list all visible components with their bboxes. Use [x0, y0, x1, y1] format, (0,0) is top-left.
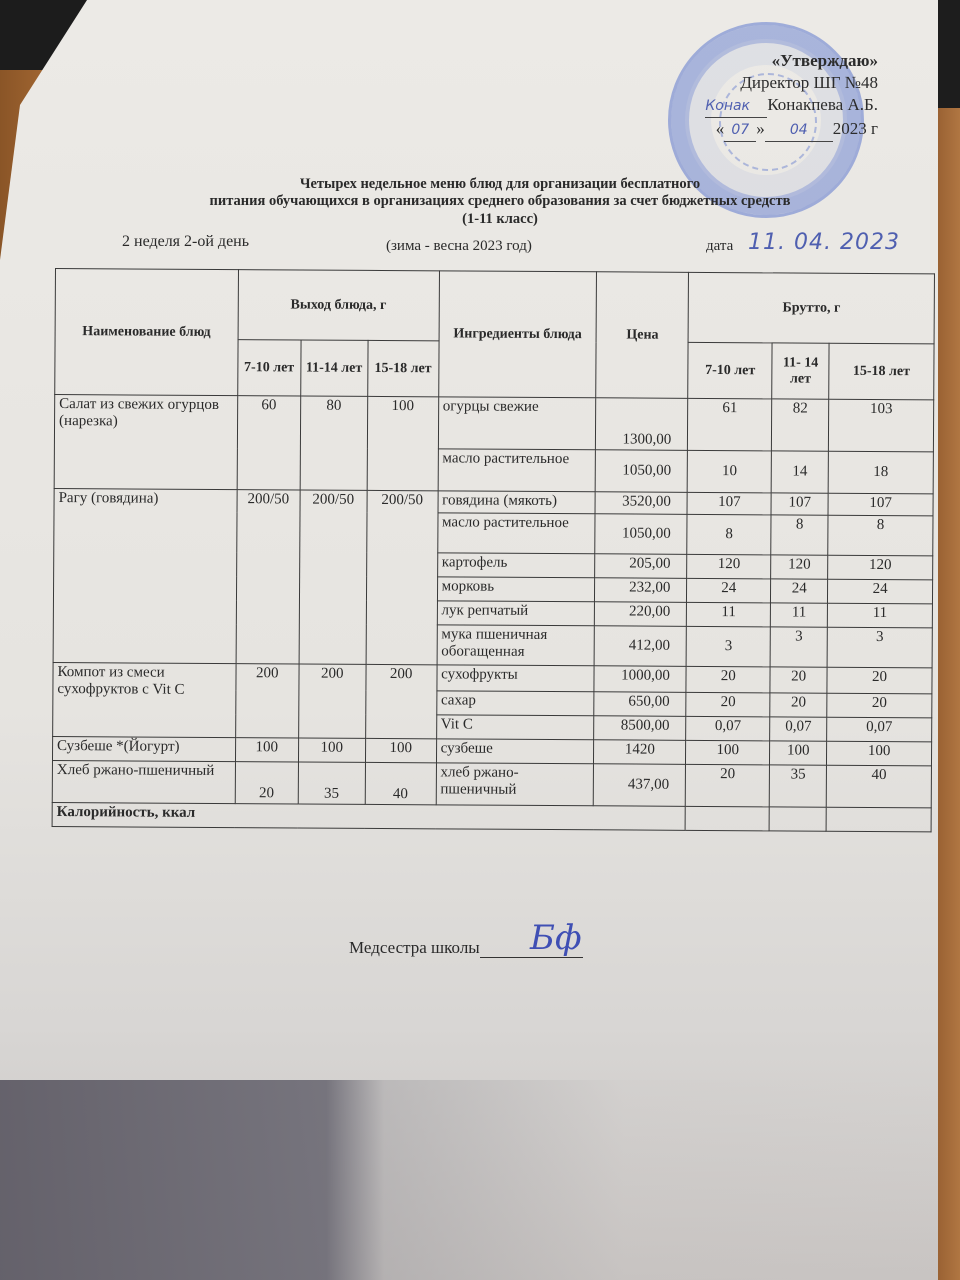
ingredient-name: мука пшеничная обогащенная	[437, 625, 595, 666]
photo-shadow	[0, 1080, 960, 1280]
dish-name: Компот из смеси сухофруктов с Vit C	[53, 662, 236, 737]
ingredient-price: 3520,00	[595, 492, 687, 515]
yield-11-14: 200/50	[299, 490, 367, 664]
gross-7-10: 107	[687, 492, 771, 515]
ingredient-name: морковь	[437, 577, 595, 602]
dish-name: Салат из свежих огурцов (нарезка)	[54, 395, 237, 490]
header-gross: Брутто, г	[688, 272, 934, 343]
gross-15-18: 18	[828, 451, 933, 494]
ingredient-price: 437,00	[594, 764, 686, 807]
yield-15-18: 100	[365, 738, 436, 762]
ingredient-price: 1000,00	[594, 666, 686, 693]
gross-11-14: 35	[769, 765, 826, 807]
dish-name: Рагу (говядина)	[53, 488, 237, 663]
yield-7-10: 20	[235, 762, 298, 804]
gross-7-10: 3	[686, 626, 770, 667]
header-gross-age-15-18: 15-18 лет	[829, 343, 934, 400]
date-handwritten: 11. 04. 2023	[748, 230, 900, 255]
gross-7-10: 0,07	[686, 716, 770, 741]
ingredient-price: 1300,00	[596, 398, 688, 451]
calories-15-18	[826, 807, 931, 832]
document-title-line-3: (1-11 класс)	[462, 211, 538, 227]
yield-15-18: 40	[365, 762, 436, 804]
gross-11-14: 0,07	[770, 717, 827, 741]
header-price: Цена	[596, 272, 689, 399]
gross-7-10: 20	[686, 692, 770, 717]
gross-11-14: 14	[771, 451, 828, 493]
header-yield-age-15-18: 15-18 лет	[367, 340, 438, 396]
gross-11-14: 20	[770, 667, 827, 693]
yield-7-10: 60	[237, 396, 301, 490]
table-row	[52, 760, 931, 807]
yield-7-10: 100	[235, 738, 298, 762]
approval-month: 04	[765, 119, 833, 142]
ingredient-name: лук репчатый	[437, 601, 595, 626]
approval-title: «Утверждаю»	[771, 51, 878, 70]
header-gross-age-11-14: 11- 14 лет	[772, 343, 829, 399]
ingredient-price: 650,00	[594, 692, 686, 717]
date-label: дата	[706, 238, 734, 254]
yield-15-18: 100	[367, 396, 439, 490]
ingredient-name: хлеб ржано-пшеничный	[436, 763, 594, 806]
ingredient-price: 8500,00	[594, 716, 686, 741]
menu-table	[52, 268, 935, 832]
approval-day: 07	[724, 119, 756, 142]
ingredient-price: 232,00	[595, 578, 687, 603]
ingredient-name: сухофрукты	[437, 665, 595, 692]
header-yield-age-7-10: 7-10 лет	[237, 340, 300, 396]
gross-7-10: 10	[687, 450, 771, 493]
document-title-line-1: Четырех недельное меню блюд для организации бесплатного	[299, 176, 701, 192]
nurse-label: Медсестра школы	[349, 938, 480, 957]
gross-7-10: 120	[687, 554, 771, 579]
approval-date: « 07 » 04 2023 г	[705, 118, 878, 142]
calories-11-14	[769, 807, 826, 831]
yield-7-10: 200/50	[236, 490, 300, 664]
yield-11-14: 100	[298, 738, 365, 762]
gross-11-14: 120	[771, 555, 828, 579]
gross-11-14: 20	[770, 693, 827, 717]
ingredient-name: масло растительное	[438, 449, 596, 492]
ingredient-name: сахар	[436, 691, 594, 716]
ingredient-name: сузбеше	[436, 739, 594, 764]
ingredient-price: 220,00	[595, 602, 687, 627]
dish-name: Хлеб ржано-пшеничный	[52, 760, 235, 803]
header-dish: Наименование блюд	[55, 269, 239, 396]
table-row	[54, 395, 933, 452]
gross-11-14: 100	[770, 741, 827, 765]
header-yield-age-11-14: 11-14 лет	[300, 340, 367, 396]
gross-15-18: 103	[829, 399, 934, 452]
gross-11-14: 82	[772, 399, 829, 451]
gross-15-18: 120	[828, 555, 933, 580]
gross-11-14: 24	[771, 579, 828, 603]
gross-7-10: 61	[688, 398, 772, 451]
nurse-signature: Бф	[530, 918, 582, 958]
dish-name: Сузбеше *(Йогурт)	[52, 736, 235, 761]
document-title-line-2: питания обучающихся в организациях среднего образования за счет бюджетных средств	[209, 193, 791, 209]
ingredient-name: огурцы свежие	[438, 397, 596, 450]
header-gross-age-7-10: 7-10 лет	[688, 342, 772, 399]
gross-7-10: 20	[686, 764, 770, 807]
gross-7-10: 100	[686, 740, 770, 765]
yield-11-14: 35	[298, 762, 365, 804]
approval-block	[705, 50, 878, 142]
header-yield: Выход блюда, г	[238, 270, 439, 341]
background-dark-corner	[938, 0, 960, 110]
table-row	[53, 662, 932, 693]
gross-15-18: 40	[826, 765, 931, 808]
ingredient-name: Vit C	[436, 715, 594, 740]
gross-15-18: 24	[828, 579, 933, 604]
yield-11-14: 200	[298, 664, 365, 738]
season-label: (зима - весна 2023 год)	[386, 238, 532, 254]
ingredient-price: 1050,00	[596, 450, 688, 493]
gross-11-14: 11	[771, 603, 828, 627]
ingredient-price: 1050,00	[595, 514, 687, 555]
gross-7-10: 20	[686, 666, 770, 693]
yield-11-14: 80	[300, 396, 368, 490]
yield-7-10: 200	[235, 664, 298, 738]
approval-signer	[705, 94, 878, 118]
yield-15-18: 200	[365, 664, 436, 738]
gross-15-18: 107	[828, 493, 933, 516]
gross-15-18: 20	[827, 667, 932, 694]
gross-15-18: 20	[827, 693, 932, 718]
ingredient-price: 412,00	[595, 626, 687, 667]
ingredient-price: 1420	[594, 740, 686, 765]
gross-15-18: 0,07	[827, 717, 932, 742]
approval-year: 2023 г	[832, 119, 878, 138]
gross-15-18: 3	[827, 627, 932, 668]
calories-label: Калорийность, ккал	[52, 802, 685, 830]
gross-11-14: 8	[771, 515, 828, 555]
approval-position: Директор ШГ №48	[740, 73, 878, 92]
ingredient-price: 205,00	[595, 554, 687, 579]
gross-7-10: 11	[687, 602, 771, 627]
ingredient-name: картофель	[437, 553, 595, 578]
gross-15-18: 8	[828, 515, 933, 556]
calories-row	[52, 802, 931, 831]
header-ingredients: Ингредиенты блюда	[438, 271, 597, 398]
gross-7-10: 24	[687, 578, 771, 603]
approval-name: Конакпева А.Б.	[767, 95, 878, 114]
gross-11-14: 3	[770, 627, 827, 667]
table-row	[54, 488, 933, 515]
gross-11-14: 107	[771, 493, 828, 515]
ingredient-name: говядина (мякоть)	[438, 491, 596, 514]
gross-15-18: 11	[827, 603, 932, 628]
yield-15-18: 200/50	[366, 490, 438, 664]
week-day-label: 2 неделя 2-ой день	[122, 233, 250, 250]
gross-15-18: 100	[827, 741, 932, 766]
calories-7-10	[685, 806, 769, 831]
ingredient-name: масло растительное	[437, 513, 595, 554]
gross-7-10: 8	[687, 514, 771, 555]
director-signature: Конак	[705, 95, 767, 118]
